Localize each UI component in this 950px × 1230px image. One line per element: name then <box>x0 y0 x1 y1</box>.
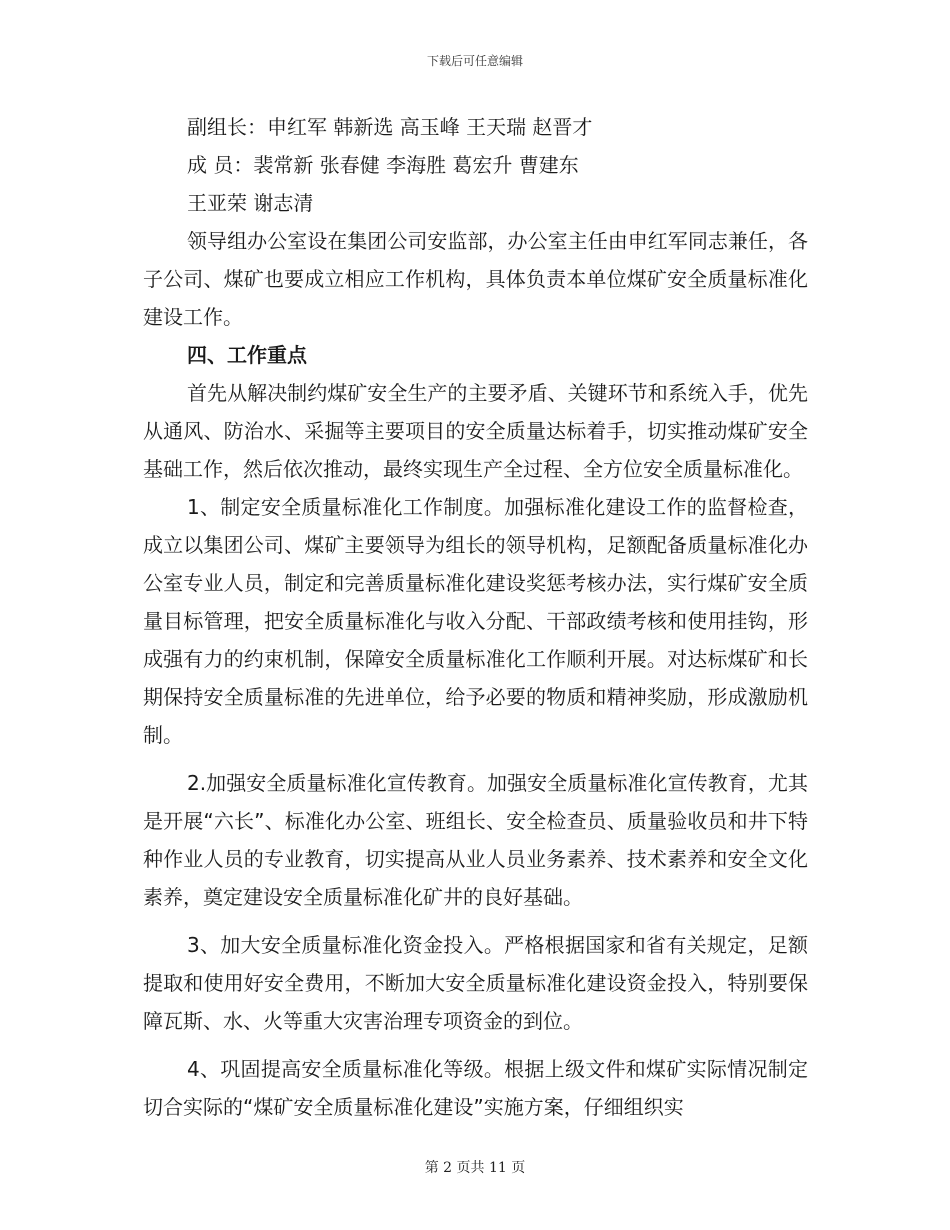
page-footer: 第 2 页共 11 页 <box>424 1160 526 1176</box>
paragraph-item-4: 4、巩固提高安全质量标准化等级。根据上级文件和煤矿实际情况制定切合实际的“煤矿安全质量标准化建设”实施方案，仔细组织实 <box>143 1057 808 1119</box>
paragraph-office: 领导组办公室设在集团公司安监部，办公室主任由申红军同志兼任，各子公司、煤矿也要成立相应工作机构，具体负责本单位煤矿安全质量标准化建设工作。 <box>143 229 808 329</box>
section-heading: 四、工作重点 <box>187 343 307 367</box>
paragraph-intro: 首先从解决制约煤矿安全生产的主要矛盾、关键环节和系统入手，优先从通风、防治水、采掘等主要项目的安全质量达标着手，切实推动煤矿安全基础工作，然后依次推动，最终实现生产全过程、全方位安全质量标准化。 <box>143 381 808 481</box>
paragraph-item-1: 1、制定安全质量标准化工作制度。加强标准化建设工作的监督检查，成立以集团公司、煤矿主要领导为组长的领导机构，足额配备质量标准化办公室专业人员，制定和完善质量标准化建设奖惩考核办法，实行煤矿安全质量目标管理，把安全质量标准化与收入分配、干部政绩考核和使用挂钩，形成强有力的约束机制，保障安全质量标准化工作顺利开展。对达标煤矿和长期保持安全质量标准的先进单位，给予必要的物质和精神奖励，形成激励机制。 <box>143 495 808 747</box>
page-header: 下载后可任意编辑 <box>426 54 523 68</box>
roster-members-continued: 王亚荣 谢志清 <box>187 191 314 215</box>
paragraph-item-2: 2.加强安全质量标准化宣传教育。加强安全质量标准化宣传教育，尤其是开展“六长”、标准化办公室、班组长、安全检查员、质量验收员和井下特种作业人员的专业教育，切实提高从业人员业务素养、技术素养和安全文化素养，奠定建设安全质量标准化矿井的良好基础。 <box>143 771 808 909</box>
paragraph-item-3: 3、加大安全质量标准化资金投入。严格根据国家和省有关规定，足额提取和使用好安全费用，不断加大安全质量标准化建设资金投入，特别要保障瓦斯、水、火等重大灾害治理专项资金的到位。 <box>143 933 808 1033</box>
roster-deputy-leaders: 副组长：申红军 韩新选 高玉峰 王天瑞 赵晋才 <box>187 115 593 139</box>
document-body <box>143 108 808 1126</box>
roster-members: 成 员：裴常新 张春健 李海胜 葛宏升 曹建东 <box>187 153 579 177</box>
